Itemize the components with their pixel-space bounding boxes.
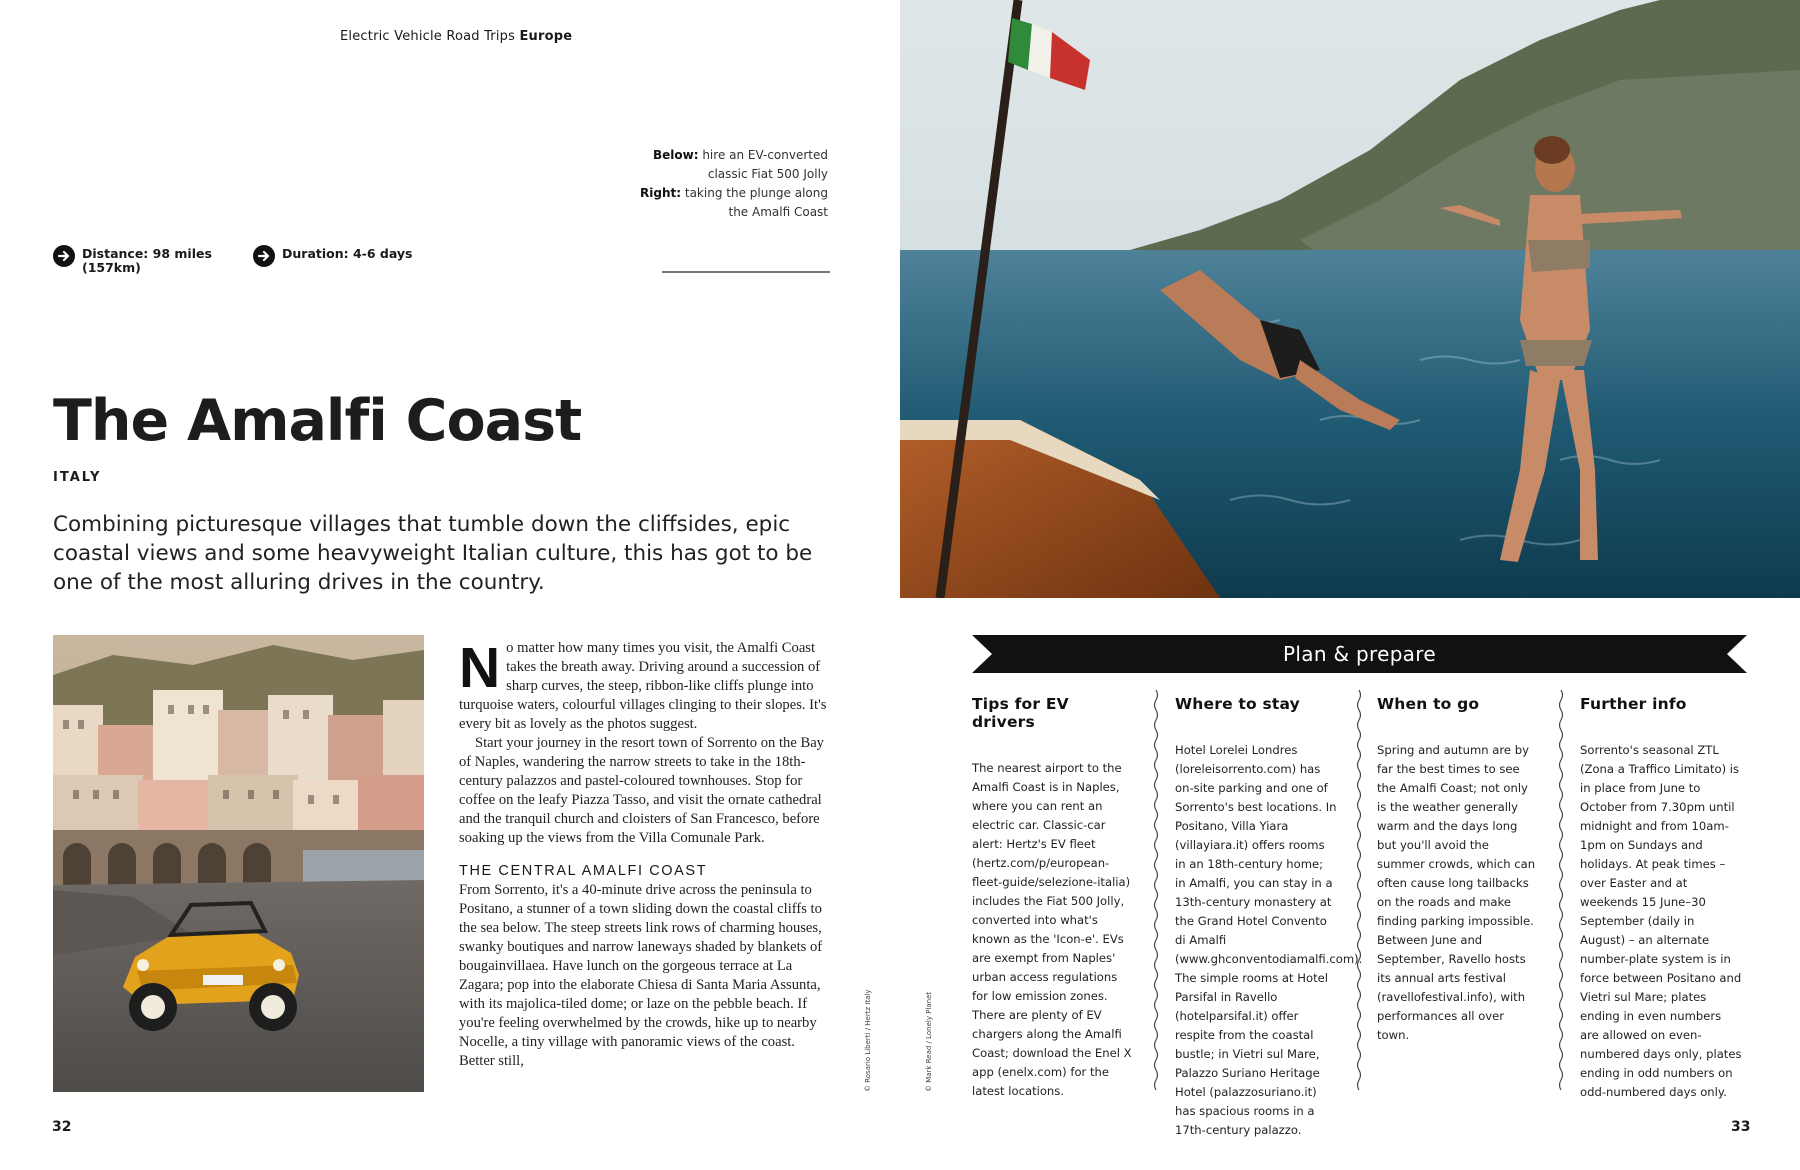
- caption-below-label: Below:: [652, 148, 699, 162]
- caption-below-text: hire an EV-converted classic Fiat 500 Jolly: [702, 148, 828, 181]
- distance-text: Distance: 98 miles (157km): [82, 246, 212, 275]
- tips-ev-drivers-column: [972, 695, 1134, 1101]
- article-intro: Combining picturesque villages that tumble down the cliffsides, epic coastal views and some heavyweight Italian culture, this has got to be one of the most alluring drives in the country.: [53, 512, 813, 595]
- fiat-jolly-photo: [53, 635, 424, 1092]
- column-text: Sorrento's seasonal ZTL (Zona a Traffico Limitato) is in place from June to October from 7.30pm until midnight and from 10am-1pm on Sundays and holidays. At peak times – over Easter and at weekends 15 June–30 September (daily in August) – an alternate number-plate system is in force between Positano and Vietri sul Mare; plates ending in even numbers are allowed on even-numbered days only, plates ending in odd numbers on odd-numbered days only.: [1580, 743, 1742, 1099]
- caption-right-label: Right:: [640, 186, 682, 200]
- article-body: [459, 636, 830, 1071]
- column-text: The nearest airport to the Amalfi Coast is in Naples, where you can rent an electric car. Classic-car alert: Hertz's EV fleet (hertz.com/p/european-fleet-guide/selezione-italia) includes the Fiat 500 Jolly, converted into what's known as the 'Icon-e'. EVs are exempt from Naples' urban access regulations for low emission zones. There are plenty of EV chargers along the Amalfi Coast; download the Enel X app (enelx.com) for the latest locations.: [972, 761, 1132, 1098]
- duration-stat: [253, 247, 442, 267]
- running-title: Electric Vehicle Road Trips: [340, 29, 516, 44]
- column-heading: Tips for EV drivers: [972, 695, 1069, 731]
- jump-photo-credit: © Mark Read / Lonely Planet: [925, 991, 933, 1092]
- page-number-left: 32: [52, 1119, 72, 1135]
- car-photo-credit: © Rosario Liberti / Hertz Italy: [864, 989, 872, 1092]
- column-divider: [1355, 690, 1363, 1092]
- column-text: Spring and autumn are by far the best times to see the Amalfi Coast; not only is the weather generally warm and the days long but you'll avoid the summer crowds, which can often cause long tailbacks on the roads and make finding parking impossible. Between June and September, Ravello hosts its annual arts festival (ravellofestival.info), with performances all over town.: [1377, 743, 1536, 1042]
- caption-right-text: taking the plunge along the Amalfi Coast: [684, 186, 828, 219]
- body-paragraph-2: Start your journey in the resort town of Sorrento on the Bay of Naples, wandering the narrow streets to take in the 18th-century palazzos and pastel-coloured townhouses. Stop for coffee on the leafy Piazza Tasso, and visit the ornate cathedral and the tranquil church and cloisters of San Francesco, before soaking up the views from the Villa Comunale Park.: [459, 735, 824, 846]
- cliff-jump-photo: [900, 0, 1800, 598]
- column-divider: [1557, 690, 1565, 1092]
- photo-caption: [620, 146, 828, 222]
- column-heading: When to go: [1377, 695, 1480, 713]
- where-to-stay-column: [1175, 695, 1363, 1140]
- running-header: [340, 29, 572, 44]
- plan-prepare-title: Plan & prepare: [1283, 642, 1436, 666]
- article-country: ITALY: [53, 470, 102, 485]
- when-to-go-column: [1377, 695, 1539, 1045]
- running-section: Europe: [519, 29, 573, 44]
- further-info-column: [1580, 695, 1742, 1102]
- body-paragraph-1: o matter how many times you visit, the Amalfi Coast takes the breath away. Driving around a succession of sharp curves, the steep, ribbon-like cliffs plunge into turquoise waters, colourful villages clinging to their slopes. It's every bit as lovely as the photos suggest.: [459, 640, 827, 732]
- column-divider: [1152, 690, 1160, 1092]
- caption-divider: [662, 271, 830, 273]
- distance-stat: [53, 247, 212, 275]
- section-heading: THE CENTRAL AMALFI COAST: [459, 863, 708, 879]
- dropcap-letter: N: [459, 636, 501, 700]
- column-text: Hotel Lorelei Londres (loreleisorrento.com) has on-site parking and one of Sorrento's best locations. In Positano, Villa Yiara (villayiara.it) offers rooms in an 18th-century home; in Amalfi, you can stay in a 13th-century monastery at the Grand Hotel Convento di Amalfi (www.ghconventodiamalfi.com). The simple rooms at Hotel Parsifal in Ravello (hotelparsifal.it) offer respite from the coastal bustle; in Vietri sul Mare, Palazzo Suriano Heritage Hotel (palazzosuriano.it) has spacious rooms in a 17th-century palazzo.: [1175, 743, 1363, 1137]
- arrow-right-icon: [253, 245, 275, 267]
- arrow-right-icon: [53, 245, 75, 267]
- column-heading: Further info: [1580, 695, 1687, 713]
- body-paragraph-3: From Sorrento, it's a 40-minute drive across the peninsula to Positano, a stunner of a town sliding down the coastal cliffs to the sea below. The steep streets link rows of charming houses, swanky boutiques and narrow laneways shaded by blankets of bougainvillaea. Have lunch on the gorgeous terrace at La Zagara; pop into the elaborate Chiesa di Santa Maria Assunta, with its majolica-tiled dome; or laze on the pebble beach. If you're feeling overwhelmed by the crowds, hike up to nearby Nocelle, a tiny village with panoramic views of the coast. Better still,: [459, 882, 823, 1069]
- duration-text: Duration: 4-6 days: [282, 246, 413, 261]
- article-title: The Amalfi Coast: [53, 388, 582, 454]
- page-number-right: 33: [1731, 1119, 1751, 1135]
- column-heading: Where to stay: [1175, 695, 1300, 713]
